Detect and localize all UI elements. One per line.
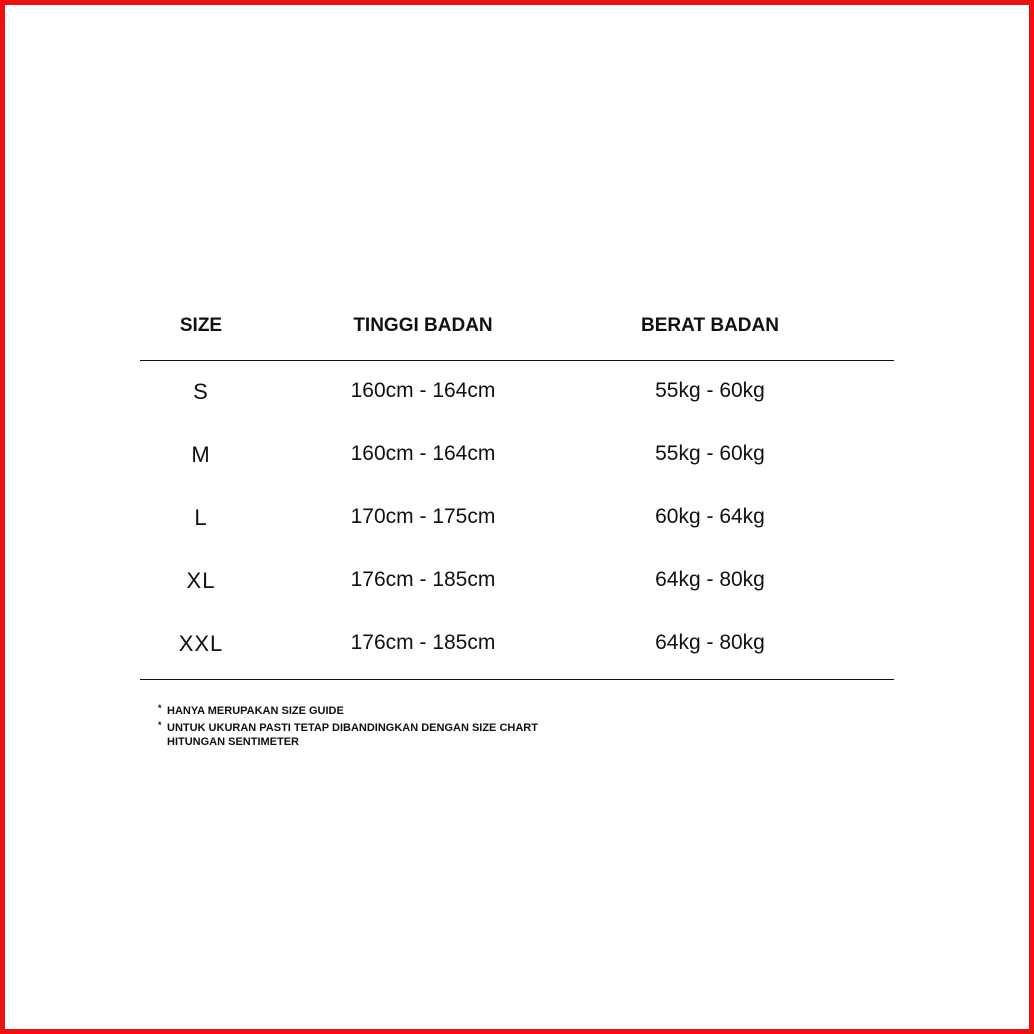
table-header-row: [140, 300, 894, 360]
size-cell: XXL: [178, 631, 224, 656]
tinggi-cell: 160cm - 164cm: [350, 379, 496, 402]
berat-cell: 60kg - 64kg: [655, 505, 765, 528]
header-tinggi-badan: TINGGI BADAN: [353, 315, 493, 336]
berat-cell: 64kg - 80kg: [655, 631, 765, 654]
size-cell: M: [191, 442, 211, 467]
note-text: UNTUK UKURAN PASTI TETAP DIBANDINGKAN DENGAN SIZE CHART: [167, 722, 538, 734]
berat-cell: 55kg - 60kg: [655, 442, 765, 465]
note-text: HANYA MERUPAKAN SIZE GUIDE: [167, 705, 344, 717]
tinggi-cell: 160cm - 164cm: [350, 442, 496, 465]
size-cell: XL: [186, 568, 216, 593]
size-cell: L: [194, 505, 208, 530]
table-row: [140, 505, 894, 568]
berat-cell: 64kg - 80kg: [655, 568, 765, 591]
tinggi-cell: 176cm - 185cm: [350, 631, 496, 654]
tinggi-cell: 176cm - 185cm: [350, 568, 496, 591]
asterisk-icon: *: [158, 703, 162, 713]
size-chart-table: [140, 300, 894, 680]
table-row: [140, 631, 894, 694]
header-size: SIZE: [179, 315, 223, 336]
tinggi-cell: 170cm - 175cm: [350, 505, 496, 528]
table-row: [140, 379, 894, 442]
asterisk-icon: *: [158, 720, 162, 730]
header-berat-badan: BERAT BADAN: [641, 315, 779, 336]
note-text-continuation: HITUNGAN SENTIMETER: [167, 736, 299, 748]
size-notes: [158, 704, 538, 752]
size-cell: S: [193, 379, 209, 404]
table-row: [140, 442, 894, 505]
table-row: [140, 568, 894, 631]
note-item: [158, 721, 538, 749]
table-body: [140, 361, 894, 679]
berat-cell: 55kg - 60kg: [655, 379, 765, 402]
note-item: [158, 704, 538, 718]
